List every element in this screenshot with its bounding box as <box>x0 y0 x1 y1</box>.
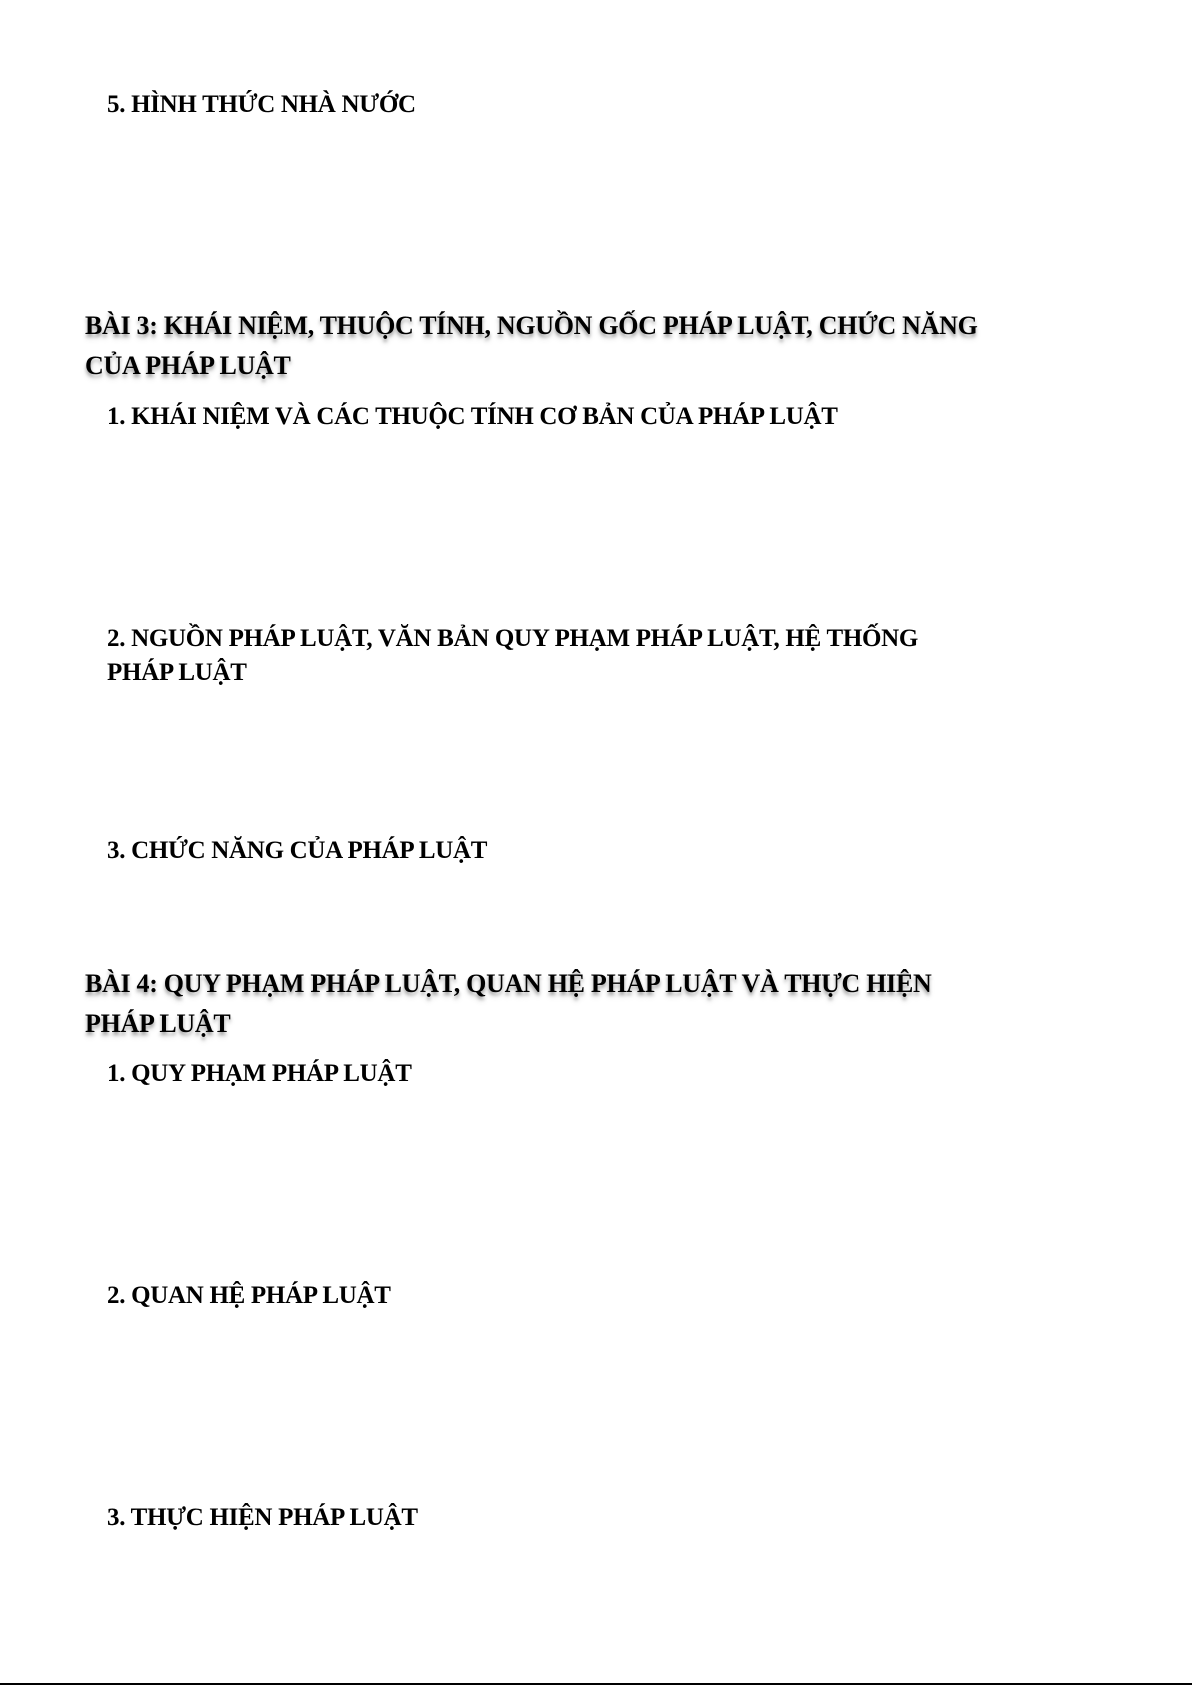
heading-bai-3-line-1: BÀI 3: KHÁI NIỆM, THUỘC TÍNH, NGUỒN GỐC PHÁP LUẬT, CHỨC NĂNG <box>85 311 978 340</box>
heading-bai-3 <box>85 306 978 386</box>
heading-bai-3-muc-2 <box>107 622 918 690</box>
heading-bai-4-muc-1: 1. QUY PHẠM PHÁP LUẬT <box>107 1060 412 1087</box>
heading-bai-4 <box>85 964 932 1044</box>
heading-bai-3-line-2: CỦA PHÁP LUẬT <box>85 351 291 380</box>
heading-bai-4-muc-3: 3. THỰC HIỆN PHÁP LUẬT <box>107 1504 418 1531</box>
heading-bai-3-muc-2-line-1: 2. NGUỒN PHÁP LUẬT, VĂN BẢN QUY PHẠM PHÁP LUẬT, HỆ THỐNG <box>107 625 919 652</box>
heading-hinh-thuc-nha-nuoc: 5. HÌNH THỨC NHÀ NƯỚC <box>107 91 416 118</box>
heading-bai-4-line-2: PHÁP LUẬT <box>85 1009 231 1038</box>
heading-bai-4-muc-2: 2. QUAN HỆ PHÁP LUẬT <box>107 1282 391 1309</box>
heading-bai-3-muc-3: 3. CHỨC NĂNG CỦA PHÁP LUẬT <box>107 837 488 864</box>
heading-bai-3-muc-2-line-2: PHÁP LUẬT <box>107 659 247 686</box>
heading-bai-3-muc-1: 1. KHÁI NIỆM VÀ CÁC THUỘC TÍNH CƠ BẢN CỦA PHÁP LUẬT <box>107 403 838 430</box>
heading-bai-4-line-1: BÀI 4: QUY PHẠM PHÁP LUẬT, QUAN HỆ PHÁP LUẬT VÀ THỰC HIỆN <box>85 969 932 998</box>
